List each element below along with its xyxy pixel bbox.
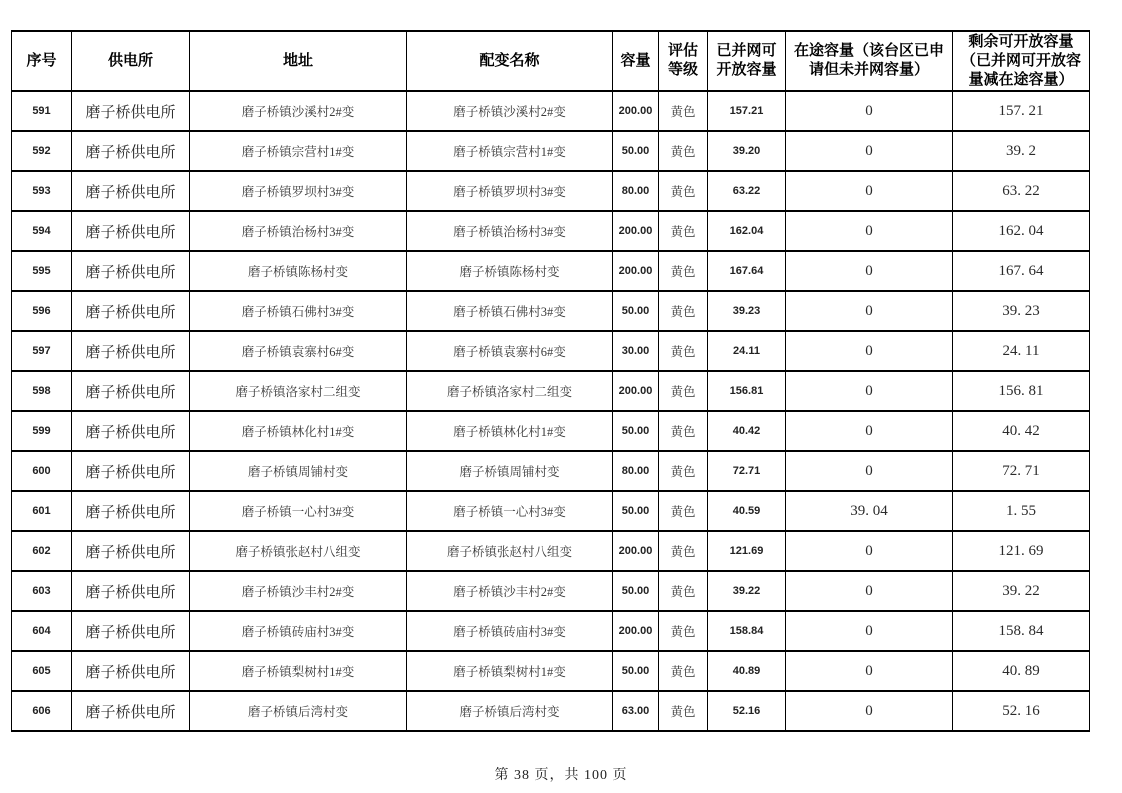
cell-capacity: 200.00	[613, 531, 659, 571]
cell-index: 597	[12, 331, 72, 371]
cell-in_transit: 0	[786, 291, 953, 331]
cell-in_transit: 0	[786, 451, 953, 491]
cell-address: 磨子桥镇洛家村二组变	[190, 371, 407, 411]
table-row	[12, 491, 1090, 531]
cell-grade: 黄色	[659, 651, 708, 691]
cell-transformer: 磨子桥镇沙溪村2#变	[407, 91, 613, 131]
table-body	[12, 91, 1090, 731]
cell-index: 591	[12, 91, 72, 131]
cell-grade: 黄色	[659, 131, 708, 171]
cell-transformer: 磨子桥镇袁寨村6#变	[407, 331, 613, 371]
cell-index: 605	[12, 651, 72, 691]
cell-transformer: 磨子桥镇罗坝村3#变	[407, 171, 613, 211]
cell-capacity: 30.00	[613, 331, 659, 371]
header-col-transformer: 配变名称	[407, 31, 613, 91]
table-row	[12, 451, 1090, 491]
cell-in_transit: 0	[786, 371, 953, 411]
cell-index: 594	[12, 211, 72, 251]
cell-in_transit: 0	[786, 251, 953, 291]
cell-grid_open: 167.64	[708, 251, 786, 291]
header-col-station: 供电所	[72, 31, 190, 91]
cell-station: 磨子桥供电所	[72, 651, 190, 691]
cell-address: 磨子桥镇砖庙村3#变	[190, 611, 407, 651]
cell-capacity: 200.00	[613, 211, 659, 251]
cell-remaining: 158. 84	[953, 611, 1090, 651]
cell-index: 593	[12, 171, 72, 211]
cell-in_transit: 0	[786, 131, 953, 171]
cell-address: 磨子桥镇张赵村八组变	[190, 531, 407, 571]
cell-remaining: 167. 64	[953, 251, 1090, 291]
cell-index: 601	[12, 491, 72, 531]
table-row	[12, 611, 1090, 651]
cell-grid_open: 158.84	[708, 611, 786, 651]
cell-address: 磨子桥镇林化村1#变	[190, 411, 407, 451]
cell-station: 磨子桥供电所	[72, 691, 190, 731]
cell-in_transit: 0	[786, 331, 953, 371]
cell-address: 磨子桥镇沙丰村2#变	[190, 571, 407, 611]
cell-remaining: 40. 42	[953, 411, 1090, 451]
table-row	[12, 331, 1090, 371]
cell-grade: 黄色	[659, 451, 708, 491]
cell-grid_open: 40.59	[708, 491, 786, 531]
cell-index: 600	[12, 451, 72, 491]
cell-remaining: 39. 23	[953, 291, 1090, 331]
cell-capacity: 50.00	[613, 131, 659, 171]
cell-station: 磨子桥供电所	[72, 251, 190, 291]
cell-station: 磨子桥供电所	[72, 411, 190, 451]
cell-grade: 黄色	[659, 611, 708, 651]
header-col-capacity: 容量	[613, 31, 659, 91]
cell-in_transit: 0	[786, 211, 953, 251]
cell-remaining: 157. 21	[953, 91, 1090, 131]
cell-grade: 黄色	[659, 331, 708, 371]
cell-station: 磨子桥供电所	[72, 91, 190, 131]
cell-address: 磨子桥镇沙溪村2#变	[190, 91, 407, 131]
cell-index: 606	[12, 691, 72, 731]
cell-index: 603	[12, 571, 72, 611]
cell-in_transit: 0	[786, 651, 953, 691]
cell-capacity: 50.00	[613, 411, 659, 451]
table-row	[12, 291, 1090, 331]
cell-grid_open: 63.22	[708, 171, 786, 211]
cell-in_transit: 39. 04	[786, 491, 953, 531]
capacity-table	[11, 30, 1090, 732]
cell-grade: 黄色	[659, 411, 708, 451]
cell-index: 599	[12, 411, 72, 451]
cell-address: 磨子桥镇罗坝村3#变	[190, 171, 407, 211]
cell-in_transit: 0	[786, 531, 953, 571]
cell-in_transit: 0	[786, 571, 953, 611]
cell-transformer: 磨子桥镇陈杨村变	[407, 251, 613, 291]
table-row	[12, 251, 1090, 291]
cell-capacity: 80.00	[613, 171, 659, 211]
cell-address: 磨子桥镇周铺村变	[190, 451, 407, 491]
cell-capacity: 50.00	[613, 571, 659, 611]
header-col-remaining: 剩余可开放容量（已并网可开放容量减在途容量）	[953, 31, 1090, 91]
cell-grade: 黄色	[659, 531, 708, 571]
cell-grid_open: 72.71	[708, 451, 786, 491]
cell-capacity: 80.00	[613, 451, 659, 491]
cell-transformer: 磨子桥镇洛家村二组变	[407, 371, 613, 411]
cell-grid_open: 156.81	[708, 371, 786, 411]
cell-grid_open: 39.20	[708, 131, 786, 171]
cell-index: 596	[12, 291, 72, 331]
cell-in_transit: 0	[786, 611, 953, 651]
cell-index: 592	[12, 131, 72, 171]
cell-transformer: 磨子桥镇沙丰村2#变	[407, 571, 613, 611]
table-row	[12, 171, 1090, 211]
cell-capacity: 200.00	[613, 371, 659, 411]
cell-address: 磨子桥镇宗营村1#变	[190, 131, 407, 171]
cell-station: 磨子桥供电所	[72, 291, 190, 331]
table-header	[12, 31, 1090, 91]
page-number-footer: 第 38 页，共 100 页	[494, 768, 628, 783]
cell-in_transit: 0	[786, 691, 953, 731]
cell-grid_open: 121.69	[708, 531, 786, 571]
cell-remaining: 39. 2	[953, 131, 1090, 171]
cell-grade: 黄色	[659, 371, 708, 411]
cell-station: 磨子桥供电所	[72, 331, 190, 371]
cell-in_transit: 0	[786, 411, 953, 451]
cell-grid_open: 39.23	[708, 291, 786, 331]
cell-station: 磨子桥供电所	[72, 131, 190, 171]
cell-address: 磨子桥镇后湾村变	[190, 691, 407, 731]
cell-capacity: 50.00	[613, 491, 659, 531]
table-row	[12, 571, 1090, 611]
cell-index: 595	[12, 251, 72, 291]
cell-remaining: 121. 69	[953, 531, 1090, 571]
cell-transformer: 磨子桥镇林化村1#变	[407, 411, 613, 451]
cell-remaining: 156. 81	[953, 371, 1090, 411]
cell-in_transit: 0	[786, 171, 953, 211]
header-col-grid-open: 已并网可开放容量	[708, 31, 786, 91]
cell-transformer: 磨子桥镇宗营村1#变	[407, 131, 613, 171]
cell-address: 磨子桥镇石佛村3#变	[190, 291, 407, 331]
cell-transformer: 磨子桥镇周铺村变	[407, 451, 613, 491]
cell-capacity: 50.00	[613, 651, 659, 691]
cell-remaining: 162. 04	[953, 211, 1090, 251]
cell-station: 磨子桥供电所	[72, 211, 190, 251]
cell-grid_open: 40.89	[708, 651, 786, 691]
cell-capacity: 63.00	[613, 691, 659, 731]
cell-station: 磨子桥供电所	[72, 611, 190, 651]
cell-station: 磨子桥供电所	[72, 531, 190, 571]
table-row	[12, 531, 1090, 571]
header-col-address: 地址	[190, 31, 407, 91]
table-row	[12, 651, 1090, 691]
cell-in_transit: 0	[786, 91, 953, 131]
cell-station: 磨子桥供电所	[72, 371, 190, 411]
cell-transformer: 磨子桥镇砖庙村3#变	[407, 611, 613, 651]
cell-capacity: 200.00	[613, 91, 659, 131]
cell-remaining: 24. 11	[953, 331, 1090, 371]
header-col-index: 序号	[12, 31, 72, 91]
table-row	[12, 371, 1090, 411]
cell-grid_open: 157.21	[708, 91, 786, 131]
cell-remaining: 52. 16	[953, 691, 1090, 731]
cell-capacity: 50.00	[613, 291, 659, 331]
cell-remaining: 1. 55	[953, 491, 1090, 531]
cell-grade: 黄色	[659, 571, 708, 611]
cell-grade: 黄色	[659, 491, 708, 531]
cell-grade: 黄色	[659, 251, 708, 291]
cell-grid_open: 40.42	[708, 411, 786, 451]
cell-grid_open: 52.16	[708, 691, 786, 731]
cell-capacity: 200.00	[613, 251, 659, 291]
table-row	[12, 91, 1090, 131]
cell-grid_open: 39.22	[708, 571, 786, 611]
cell-grade: 黄色	[659, 171, 708, 211]
header-col-in-transit: 在途容量（该台区已申请但未并网容量）	[786, 31, 953, 91]
cell-grid_open: 24.11	[708, 331, 786, 371]
cell-remaining: 72. 71	[953, 451, 1090, 491]
cell-grade: 黄色	[659, 691, 708, 731]
cell-capacity: 200.00	[613, 611, 659, 651]
cell-station: 磨子桥供电所	[72, 451, 190, 491]
table-row	[12, 211, 1090, 251]
table-row	[12, 411, 1090, 451]
header-row	[12, 31, 1090, 91]
cell-station: 磨子桥供电所	[72, 171, 190, 211]
cell-transformer: 磨子桥镇治杨村3#变	[407, 211, 613, 251]
cell-grid_open: 162.04	[708, 211, 786, 251]
cell-transformer: 磨子桥镇一心村3#变	[407, 491, 613, 531]
table-row	[12, 131, 1090, 171]
cell-address: 磨子桥镇袁寨村6#变	[190, 331, 407, 371]
cell-grade: 黄色	[659, 291, 708, 331]
cell-grade: 黄色	[659, 211, 708, 251]
cell-index: 598	[12, 371, 72, 411]
cell-transformer: 磨子桥镇后湾村变	[407, 691, 613, 731]
cell-station: 磨子桥供电所	[72, 491, 190, 531]
cell-remaining: 40. 89	[953, 651, 1090, 691]
cell-transformer: 磨子桥镇张赵村八组变	[407, 531, 613, 571]
cell-grade: 黄色	[659, 91, 708, 131]
cell-address: 磨子桥镇治杨村3#变	[190, 211, 407, 251]
cell-address: 磨子桥镇一心村3#变	[190, 491, 407, 531]
header-col-grade: 评估等级	[659, 31, 708, 91]
cell-remaining: 63. 22	[953, 171, 1090, 211]
table-row	[12, 691, 1090, 731]
cell-transformer: 磨子桥镇梨树村1#变	[407, 651, 613, 691]
cell-index: 604	[12, 611, 72, 651]
cell-address: 磨子桥镇陈杨村变	[190, 251, 407, 291]
cell-transformer: 磨子桥镇石佛村3#变	[407, 291, 613, 331]
cell-index: 602	[12, 531, 72, 571]
cell-remaining: 39. 22	[953, 571, 1090, 611]
cell-address: 磨子桥镇梨树村1#变	[190, 651, 407, 691]
cell-station: 磨子桥供电所	[72, 571, 190, 611]
